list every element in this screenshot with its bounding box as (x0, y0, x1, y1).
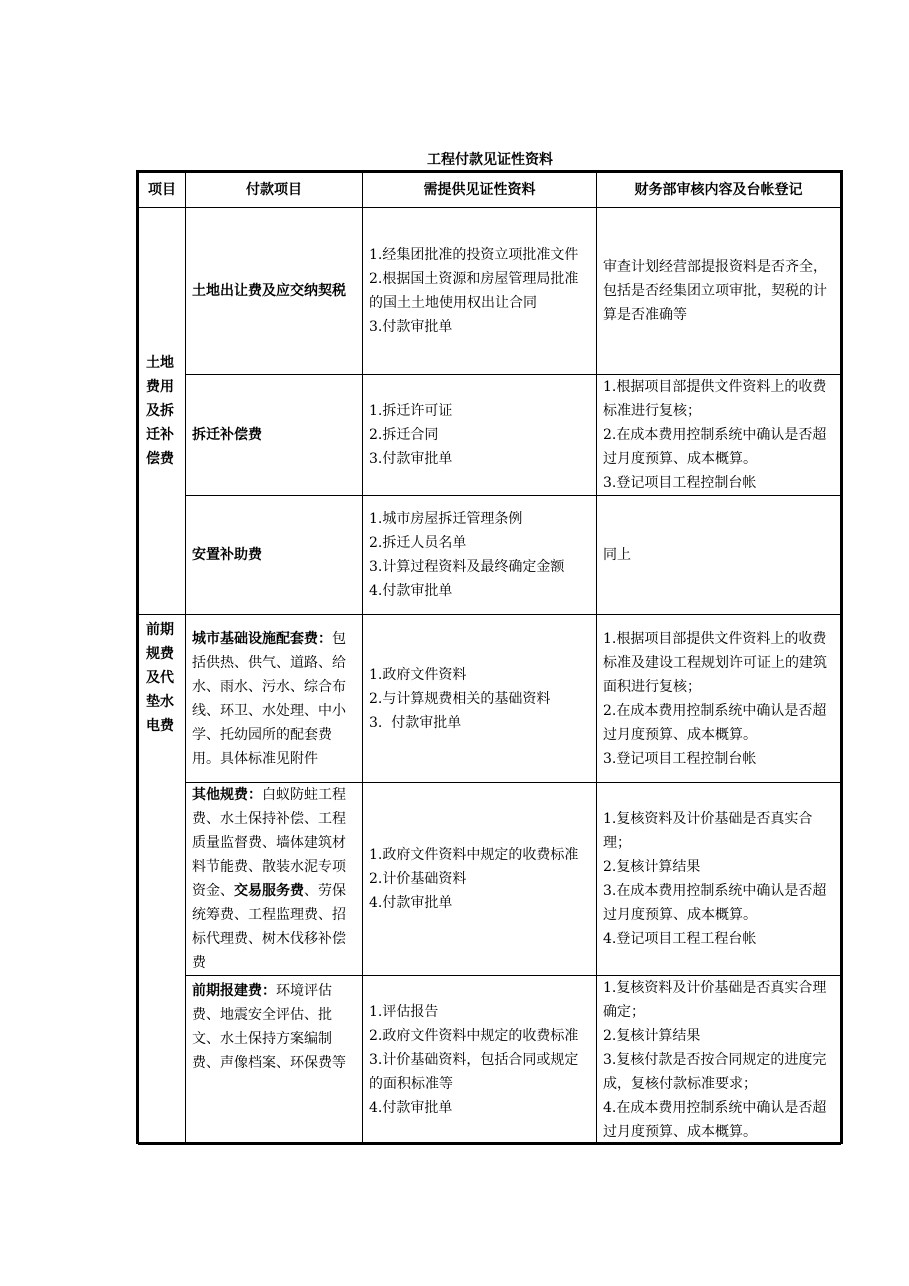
table-row (139, 976, 841, 1145)
review-cell: 1.复核资料及计价基础是否真实合理； 2.复核计算结果 3.在成本费用控制系统中确认是否超过月度预算、成本概算。 4.登记项目工程工程台帐 (597, 783, 841, 976)
review-cell: 1.根据项目部提供文件资料上的收费标准进行复核； 2.在成本费用控制系统中确认是否超过月度预算、成本概算。 3.登记项目工程控制台帐 (597, 375, 841, 496)
table-row (139, 615, 841, 783)
table-row (139, 375, 841, 496)
review-cell: 审查计划经营部提报资料是否齐全，包括是否经集团立项审批，契税的计算是否准确等 (597, 208, 841, 375)
review-cell: 同上 (597, 496, 841, 615)
header-project: 项目 (139, 173, 186, 208)
table-row (139, 208, 841, 375)
item-resettlement-subsidy: 安置补助费 (186, 496, 363, 615)
table-header-row (139, 173, 841, 208)
table-row (139, 496, 841, 615)
item-land-transfer: 土地出让费及应交纳契税 (186, 208, 363, 375)
evidence-cell: 1.政府文件资料中规定的收费标准 2.计价基础资料 4.付款审批单 (363, 783, 597, 976)
category-land-demolition: 土地费用及拆迁补偿费 (139, 208, 186, 615)
item-other-fees: 其他规费：白蚁防蛀工程费、水土保持补偿、工程质量监督费、墙体建筑材料节能费、散装水泥专项资金、交易服务费、劳保统筹费、工程监理费、招标代理费、树木伐移补偿费 (186, 783, 363, 976)
item-infrastructure-fee: 城市基础设施配套费：包括供热、供气、道路、给水、雨水、污水、综合布线、环卫、水处理、中小学、托幼园所的配套费用。具体标准见附件 (186, 615, 363, 783)
review-cell: 1.复核资料及计价基础是否真实合理确定； 2.复核计算结果 3.复核付款是否按合同规定的进度完成，复核付款标准要求； 4.在成本费用控制系统中确认是否超过月度预算、成本概算。 (597, 976, 841, 1145)
review-cell: 1.根据项目部提供文件资料上的收费标准及建设工程规划许可证上的建筑面积进行复核； 2.在成本费用控制系统中确认是否超过月度预算、成本概算。 3.登记项目工程控制台帐 (597, 615, 841, 783)
evidence-cell: 1.政府文件资料 2.与计算规费相关的基础资料 3. 付款审批单 (363, 615, 597, 783)
document-title: 工程付款见证性资料 (427, 152, 553, 168)
header-review: 财务部审核内容及台帐登记 (597, 173, 841, 208)
category-preliminary-fees: 前期规费及代垫水电费 (139, 615, 186, 1145)
evidence-cell: 1.评估报告 2.政府文件资料中规定的收费标准 3.计价基础资料，包括合同或规定的面积标准等 4.付款审批单 (363, 976, 597, 1145)
evidence-cell: 1.经集团批准的投资立项批准文件 2.根据国土资源和房屋管理局批准的国土土地使用权出让合同 3.付款审批单 (363, 208, 597, 375)
header-evidence: 需提供见证性资料 (363, 173, 597, 208)
evidence-cell: 1.拆迁许可证 2.拆迁合同 3.付款审批单 (363, 375, 597, 496)
evidence-cell: 1.城市房屋拆迁管理条例 2.拆迁人员名单 3.计算过程资料及最终确定金额 4.付款审批单 (363, 496, 597, 615)
payment-evidence-table (138, 172, 841, 1145)
table-row (139, 783, 841, 976)
item-pre-construction-fees: 前期报建费：环境评估费、地震安全评估、批文、水土保持方案编制费、声像档案、环保费等 (186, 976, 363, 1145)
header-payment-item: 付款项目 (186, 173, 363, 208)
item-demolition-compensation: 拆迁补偿费 (186, 375, 363, 496)
